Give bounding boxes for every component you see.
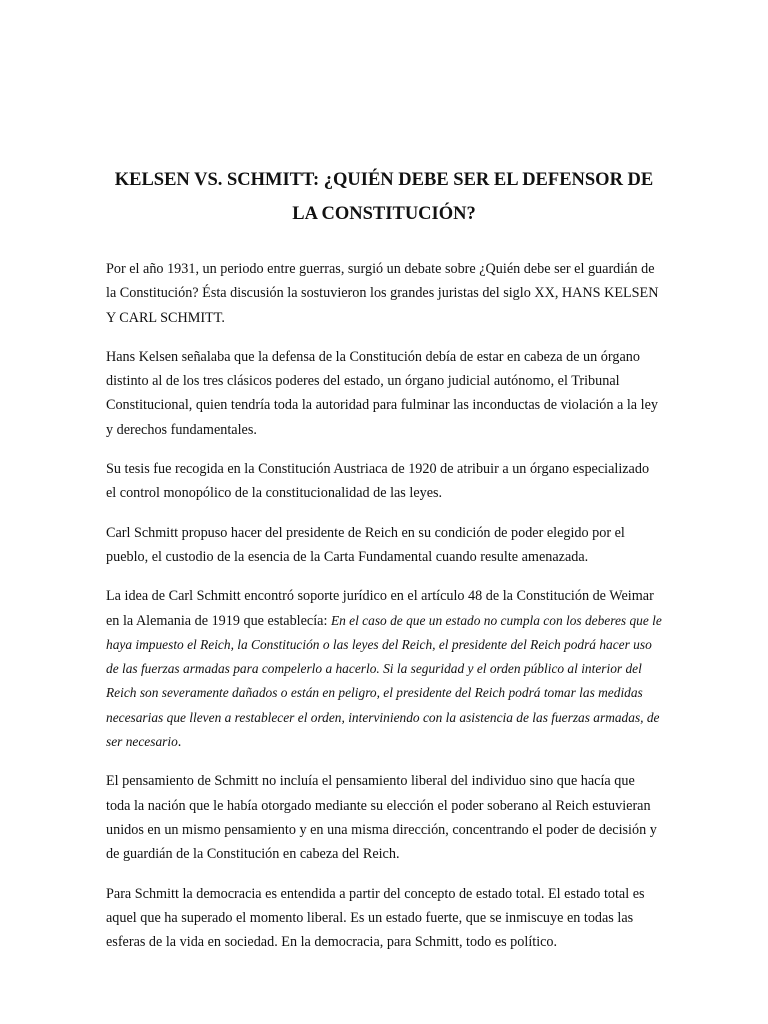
article-48-quote: En el caso de que un estado no cumpla con los deberes que le haya impuesto el Reich, la Constitución o las leyes del Reich, el presidente del Reich podrá hacer uso de las fuerzas armadas para compelerlo a hacerlo. Si la seguridad y el orden público al interior del Reich son severamente dañados o están en peligro, el presidente del Reich podrá tomar las medidas necesarias que lleven a restablecer el orden, interviniendo con la asistencia de las fuerzas armadas, de ser necesario [106, 612, 662, 750]
document-title: KELSEN VS. SCHMITT: ¿QUIÉN DEBE SER EL DEFENSOR DE LA CONSTITUCIÓN? [114, 170, 654, 224]
paragraph-schmitt: Carl Schmitt propuso hacer del presidente de Reich en su condición de poder elegido por el pueblo, el custodio de la esencia de la Carta Fundamental cuando resulte amenazada. [106, 524, 625, 565]
weimar-end: . [177, 734, 182, 751]
paragraph-total-state: Para Schmitt la democracia es entendida a partir del concepto de estado total. El estado total es aquel que ha superado el momento liberal. Es un estado fuerte, que se inmiscuye en todas las esferas de la vida en sociedad. En la democracia, para Schmitt, todo es político. [106, 885, 645, 951]
paragraph-weimar [106, 584, 662, 754]
weimar-intro: La idea de Carl Schmitt encontró soporte jurídico en el artículo 48 de la Constitución de Weimar en la Alemania de 1919 que establecía: [106, 588, 654, 629]
paragraph-debate: Por el año 1931, un periodo entre guerras, surgió un debate sobre ¿Quién debe ser el guardián de la Constitución? Ésta discusión la sostuvieron los grandes juristas del siglo XX, HANS KELSEN Y CARL SCHMITT. [106, 261, 659, 326]
document-page [106, 163, 662, 969]
paragraph-kelsen: Hans Kelsen señalaba que la defensa de la Constitución debía de estar en cabeza de un órgano distinto al de los tres clásicos poderes del estado, un órgano judicial autónomo, el Tribunal Constitucional, quien tendría toda la autoridad para fulminar las inconductas de violación a la ley y derechos fundamentales. [106, 348, 658, 438]
paragraph-schmitt-thought: El pensamiento de Schmitt no incluía el pensamiento liberal del individuo sino que hacía que toda la nación que le había otorgado mediante su elección el poder soberano al Reich estuvieran unidos en un mismo pensamiento y en una misma dirección, concentrando el poder de decisión y de guardián de la Constitución en cabeza del Reich. [106, 773, 657, 863]
paragraph-austrian-constitution: Su tesis fue recogida en la Constitución Austriaca de 1920 de atribuir a un órgano especializado el control monopólico de la constitucionalidad de las leyes. [106, 461, 650, 502]
